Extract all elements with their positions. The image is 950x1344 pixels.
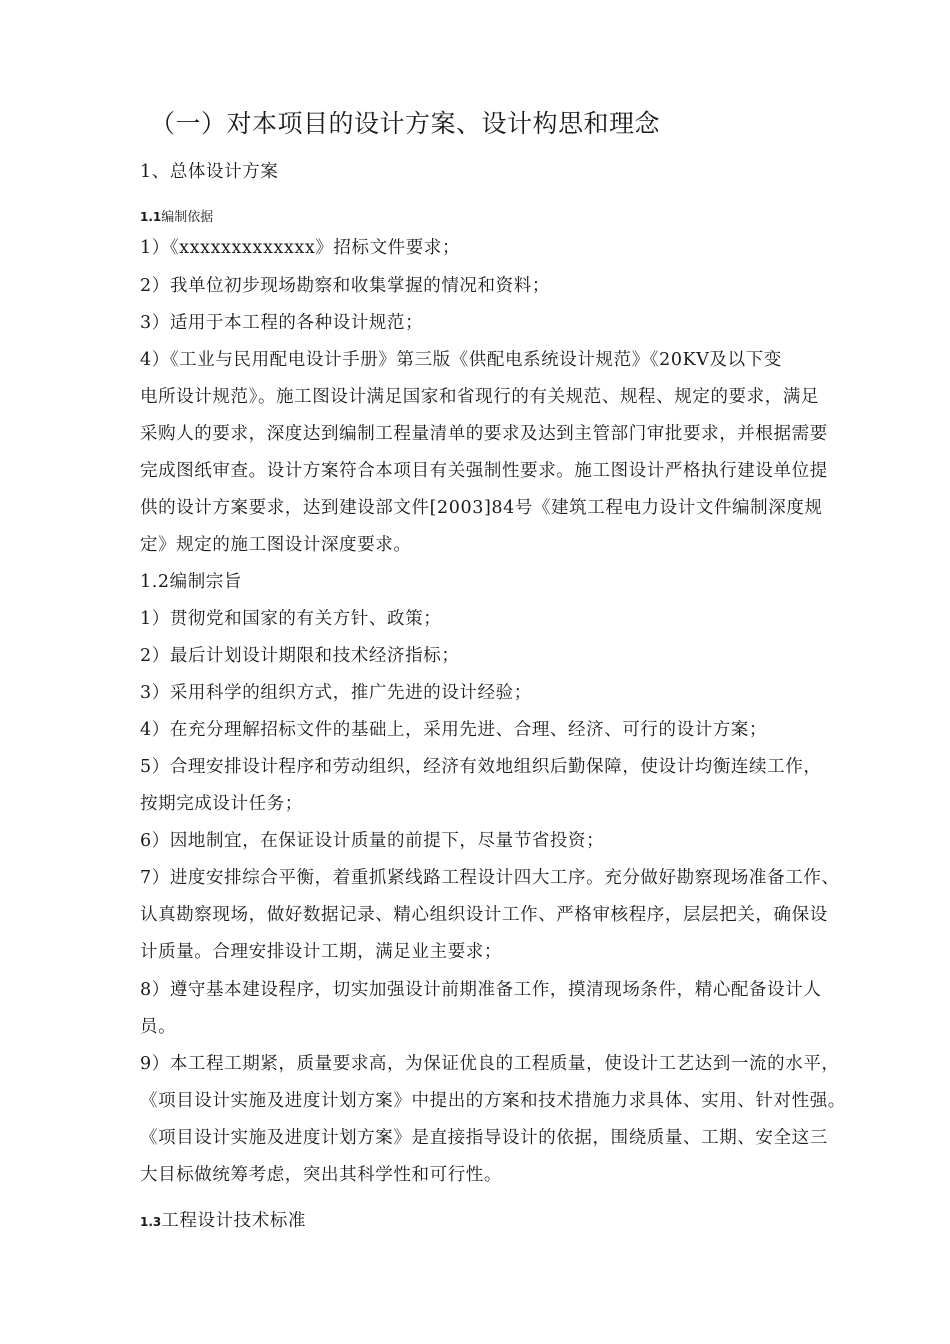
paragraph-line: 定》规定的施工图设计深度要求。 [140, 535, 412, 555]
paragraph-line: 电所设计规范》。施工图设计满足国家和省现行的有关规范、规程、规定的要求，满足 [140, 387, 820, 407]
paragraph-line: 9）本工程工期紧，质量要求高，为保证优良的工程质量，使设计工艺达到一流的水平， [140, 1054, 840, 1074]
subsection-text: 工程设计技术标准 [161, 1211, 307, 1231]
paragraph-line: 1）《xxxxxxxxxxxxx》招标文件要求； [140, 238, 461, 258]
page-title: （一）对本项目的设计方案、设计构思和理念 [150, 109, 661, 138]
subsection-text: 编制依据 [161, 210, 214, 225]
paragraph-line: 认真勘察现场，做好数据记录、精心组织设计工作、严格审核程序，层层把关，确保设 [140, 905, 828, 925]
paragraph-line: 4）《工业与民用配电设计手册》第三版《供配电系统设计规范》《20KV及以下变 [140, 350, 782, 370]
subsection-heading-1-1 [140, 206, 213, 225]
paragraph-line: 8）遵守基本建设程序，切实加强设计前期准备工作，摸清现场条件，精心配备设计人 [140, 980, 822, 1000]
paragraph-line: 供的设计方案要求，达到建设部文件[2003]84号《建筑工程电力设计文件编制深度规 [140, 498, 823, 518]
paragraph-line: 计质量。合理安排设计工期，满足业主要求； [140, 942, 502, 962]
section-heading: 1、总体设计方案 [140, 162, 279, 182]
paragraph-line: 《项目设计实施及进度计划方案》是直接指导设计的依据，围绕质量、工期、安全这三 [140, 1128, 828, 1148]
paragraph-line: 完成图纸审查。设计方案符合本项目有关强制性要求。施工图设计严格执行建设单位提 [140, 461, 828, 481]
paragraph-line: 《项目设计实施及进度计划方案》中提出的方案和技术措施力求具体、实用、针对性强。 [140, 1091, 846, 1111]
paragraph-line: 员。 [140, 1017, 177, 1037]
subsection-number: 1.3 [140, 1215, 162, 1229]
paragraph-line: 采购人的要求，深度达到编制工程量清单的要求及达到主管部门审批要求，并根据需要 [140, 424, 828, 444]
paragraph-line: 按期完成设计任务； [140, 794, 303, 814]
paragraph-line: 3）采用科学的组织方式，推广先进的设计经验； [140, 683, 532, 703]
paragraph-line: 1）贯彻党和国家的有关方针、政策； [140, 609, 442, 629]
subsection-number: 1.1 [140, 210, 162, 224]
paragraph-line: 大目标做统筹考虑，突出其科学性和可行性。 [140, 1165, 502, 1185]
subsection-heading-1-3 [140, 1207, 306, 1232]
paragraph-line: 2）最后计划设计期限和技术经济指标； [140, 646, 460, 666]
subsection-heading-1-2: 1.2编制宗旨 [140, 572, 243, 592]
paragraph-line: 3）适用于本工程的各种设计规范； [140, 313, 424, 333]
paragraph-line: 4）在充分理解招标文件的基础上，采用先进、合理、经济、可行的设计方案； [140, 720, 768, 740]
paragraph-line: 5）合理安排设计程序和劳动组织，经济有效地组织后勤保障，使设计均衡连续工作， [140, 757, 822, 777]
paragraph-line: 2）我单位初步现场勘察和收集掌握的情况和资料； [140, 276, 550, 296]
paragraph-line: 7）进度安排综合平衡，着重抓紧线路工程设计四大工序。充分做好勘察现场准备工作、 [140, 868, 840, 888]
paragraph-line: 6）因地制宜，在保证设计质量的前提下，尽量节省投资； [140, 831, 605, 851]
